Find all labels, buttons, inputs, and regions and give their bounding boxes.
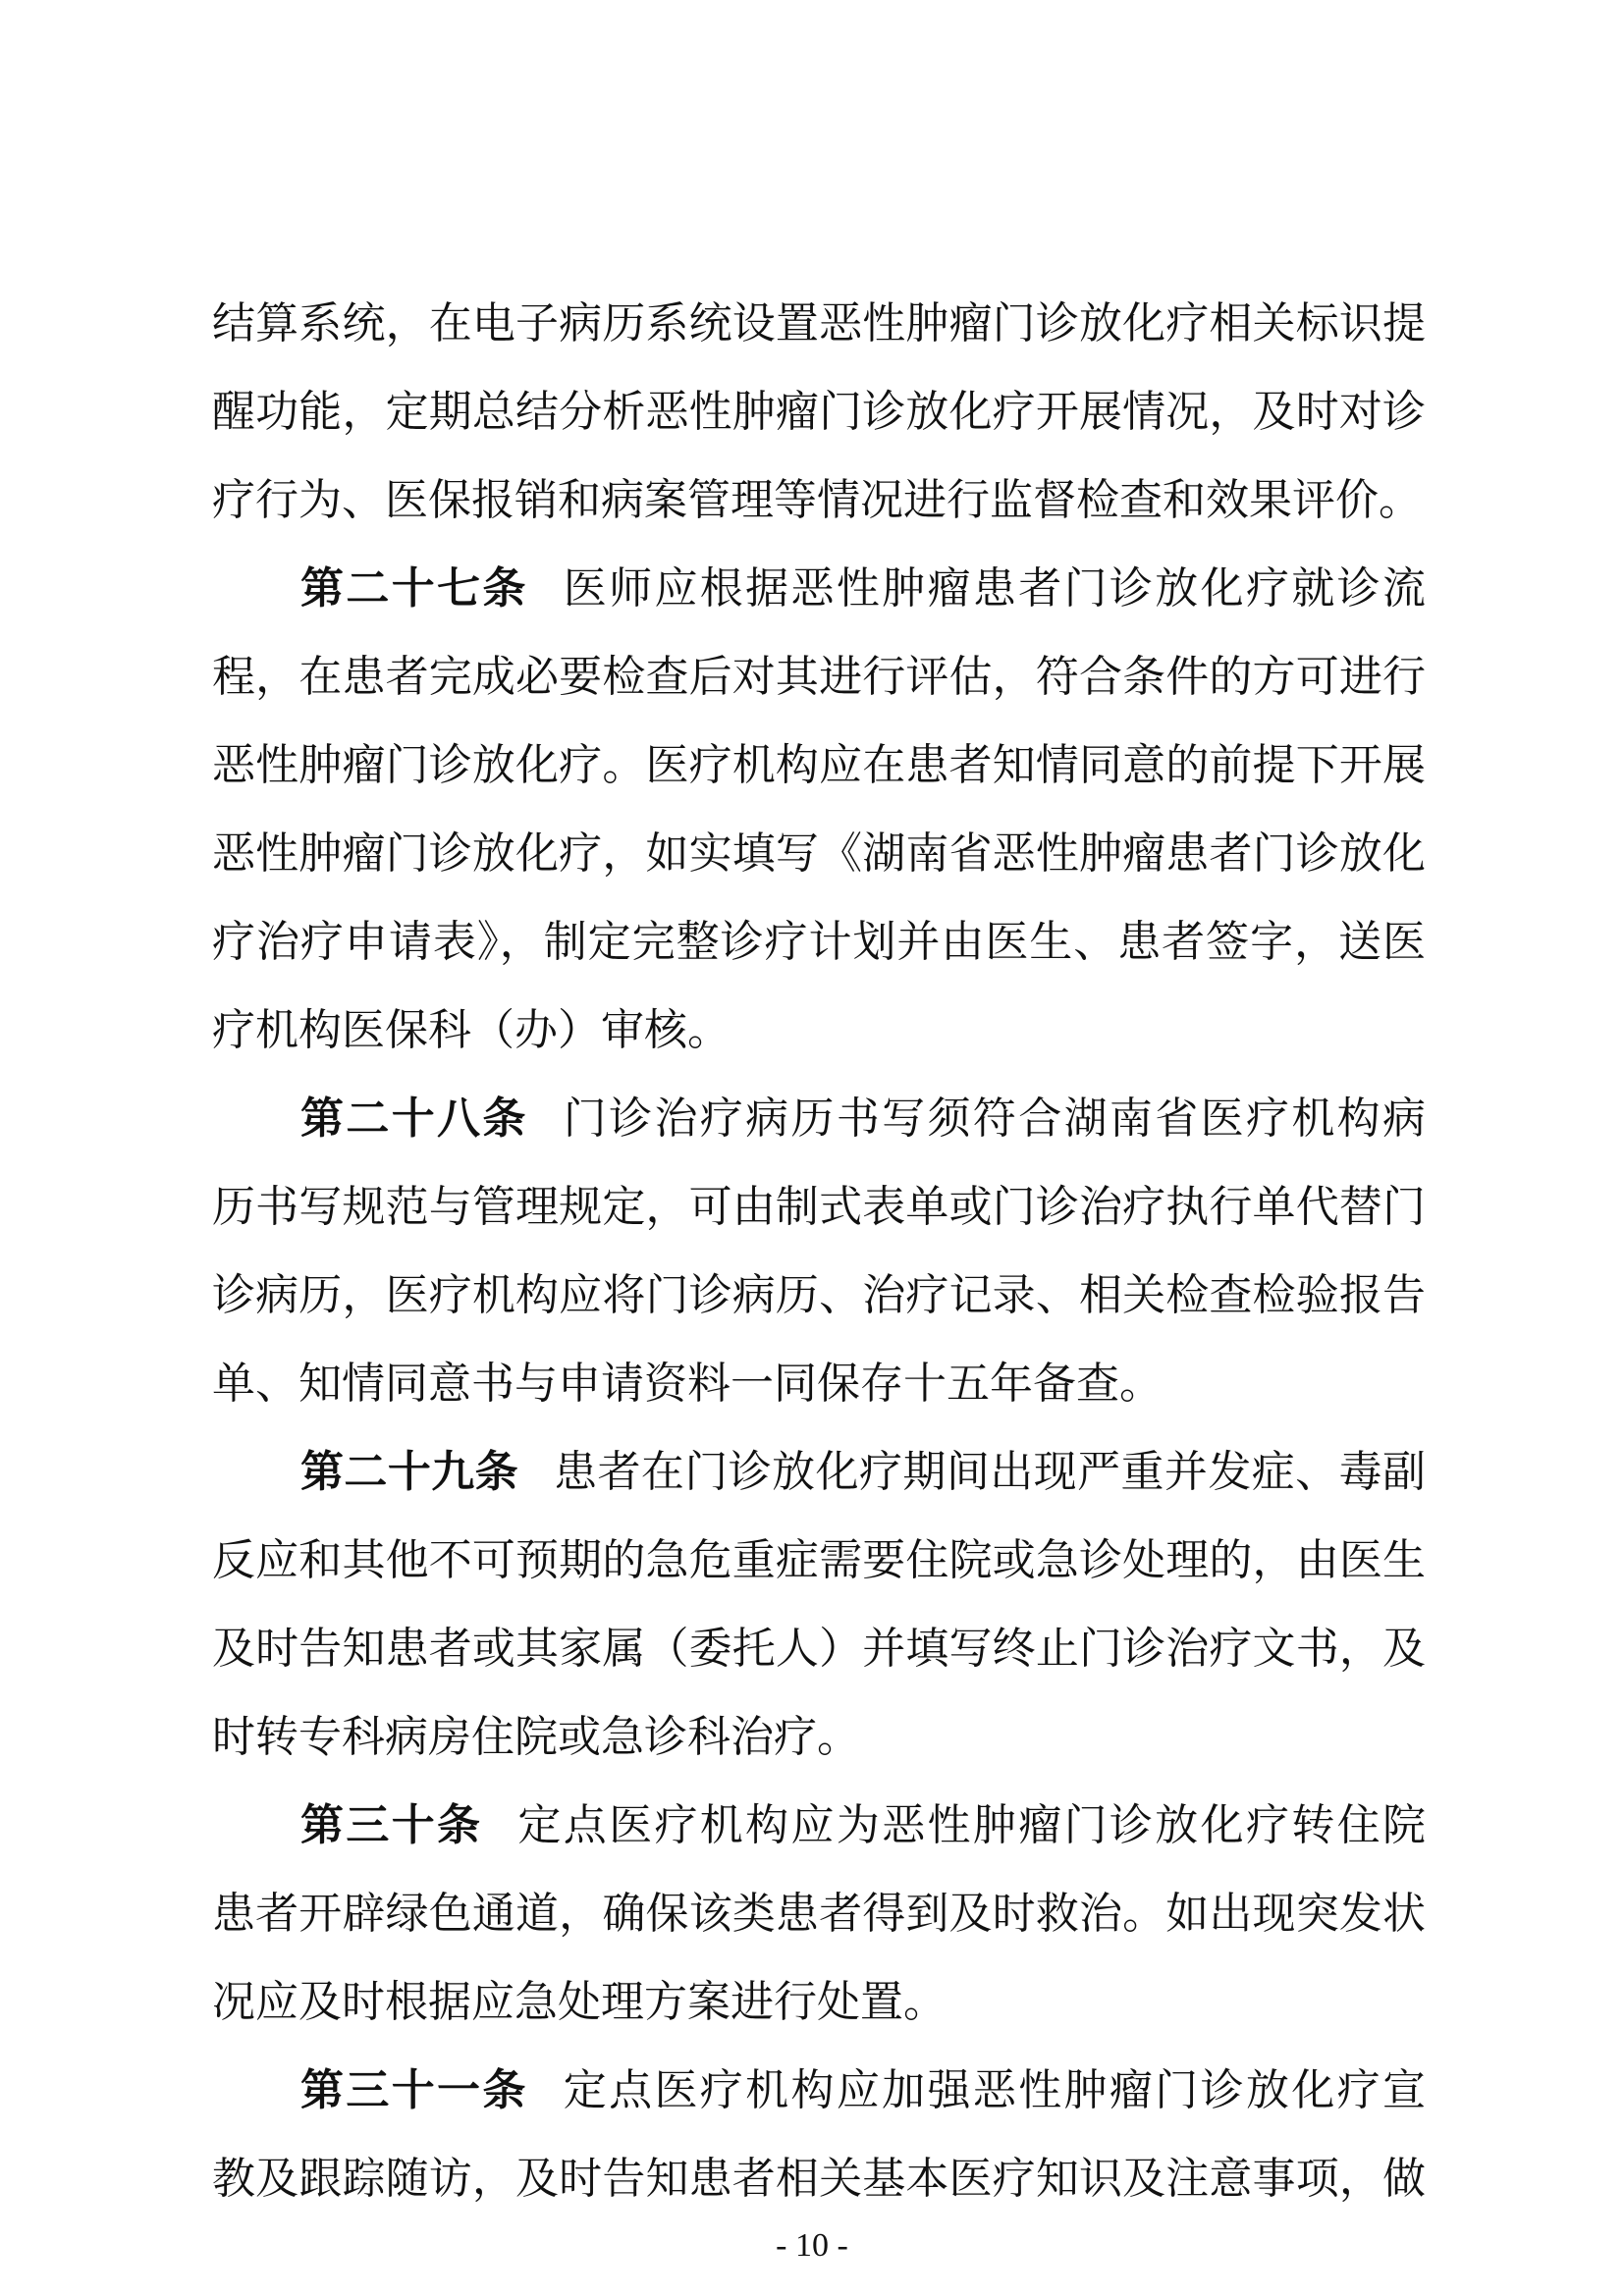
- article-first-line-text: 门诊治疗病历书写须符合湖南省医疗机构病: [563, 1094, 1426, 1144]
- paragraph-line: 患者开辟绿色通道，确保该类患者得到及时救治。如出现突发状: [212, 1889, 1426, 1939]
- paragraph-line: 疗行为、医保报销和病案管理等情况进行监督检查和效果评价。: [212, 475, 1422, 525]
- paragraph-line: 诊病历，医疗机构应将门诊病历、治疗记录、相关检查检验报告: [212, 1270, 1426, 1320]
- article-first-line-text: 患者在门诊放化疗期间出现严重并发症、毒副: [554, 1447, 1426, 1497]
- paragraph-line: 教及跟踪随访，及时告知患者相关基本医疗知识及注意事项，做: [212, 2154, 1426, 2204]
- paragraph-line: 时转专科病房住院或急诊科治疗。: [212, 1712, 860, 1762]
- paragraph-line: 程，在患者完成必要检查后对其进行评估，符合条件的方可进行: [212, 652, 1426, 702]
- article-heading: 第二十七条: [300, 563, 528, 614]
- paragraph-line: 及时告知患者或其家属（委托人）并填写终止门诊治疗文书，及: [212, 1624, 1426, 1674]
- paragraph-line: 结算系统，在电子病历系统设置恶性肿瘤门诊放化疗相关标识提: [212, 298, 1426, 348]
- article-first-line: [300, 1782, 1426, 1870]
- article-first-line: [300, 545, 1426, 633]
- article-heading: 第三十一条: [300, 2065, 528, 2115]
- article-heading: 第二十八条: [300, 1094, 528, 1144]
- paragraph-line: 反应和其他不可预期的急危重症需要住院或急诊处理的，由医生: [212, 1535, 1426, 1585]
- paragraph-line: 恶性肿瘤门诊放化疗，如实填写《湖南省恶性肿瘤患者门诊放化: [212, 828, 1426, 879]
- article-first-line-text: 定点医疗机构应加强恶性肿瘤门诊放化疗宣: [563, 2065, 1426, 2115]
- paragraph-line: 历书写规范与管理规定，可由制式表单或门诊治疗执行单代替门: [212, 1182, 1426, 1232]
- article-first-line: [300, 1075, 1426, 1163]
- paragraph-line: 单、知情同意书与申请资料一同保存十五年备查。: [212, 1359, 1163, 1409]
- article-first-line-text: 定点医疗机构应为恶性肿瘤门诊放化疗转住院: [517, 1800, 1426, 1850]
- article-heading: 第二十九条: [300, 1447, 519, 1497]
- paragraph-line: 疗治疗申请表》，制定完整诊疗计划并由医生、患者签字，送医: [212, 917, 1426, 967]
- paragraph-line: 况应及时根据应急处理方案进行处置。: [212, 1977, 947, 2027]
- article-first-line: [300, 1428, 1426, 1517]
- article-first-line-text: 医师应根据恶性肿瘤患者门诊放化疗就诊流: [563, 563, 1426, 614]
- page-number: - 10 -: [776, 2227, 848, 2264]
- paragraph-line: 疗机构医保科（办）审核。: [212, 1005, 731, 1055]
- article-first-line: [300, 2047, 1426, 2135]
- paragraph-line: 醒功能，定期总结分析恶性肿瘤门诊放化疗开展情况，及时对诊: [212, 387, 1426, 437]
- article-heading: 第三十条: [300, 1800, 483, 1850]
- paragraph-line: 恶性肿瘤门诊放化疗。医疗机构应在患者知情同意的前提下开展: [212, 740, 1426, 790]
